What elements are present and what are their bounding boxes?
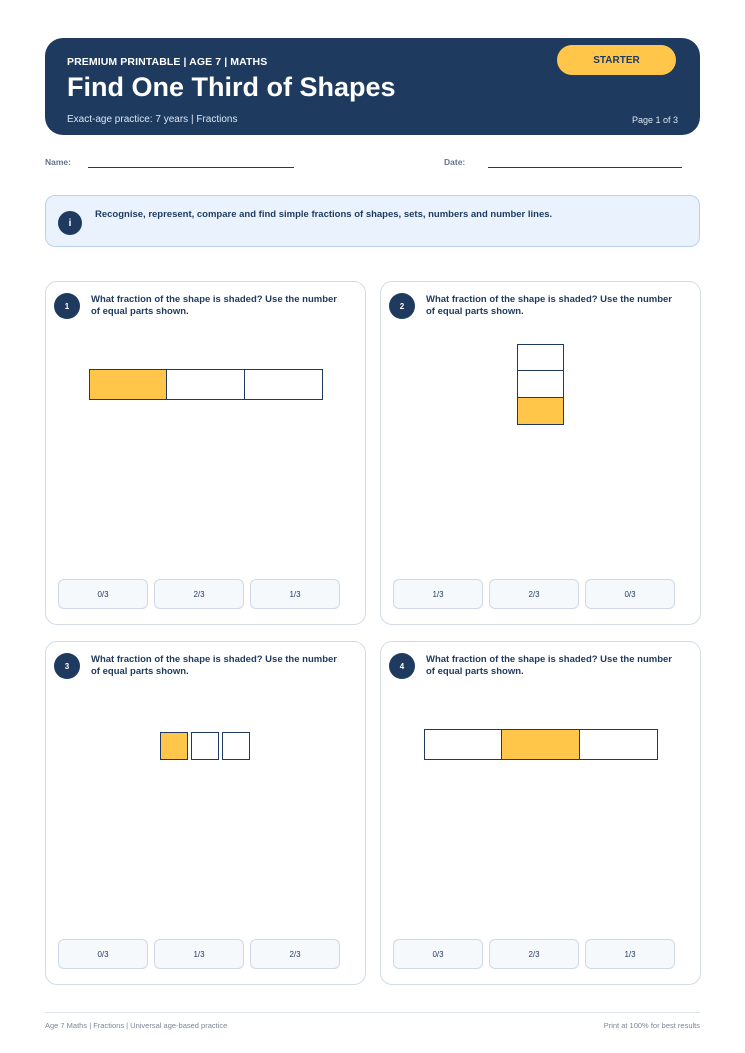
answer-option[interactable]: 2/3 bbox=[250, 939, 340, 969]
answer-option[interactable]: 1/3 bbox=[393, 579, 483, 609]
answer-option[interactable]: 0/3 bbox=[58, 579, 148, 609]
date-label: Date: bbox=[444, 157, 466, 167]
footer-right-text: Print at 100% for best results bbox=[603, 1021, 700, 1030]
question-text: What fraction of the shape is shaded? Use the number of equal parts shown. bbox=[426, 654, 672, 677]
shape-part bbox=[191, 732, 219, 760]
shape-part bbox=[502, 729, 580, 760]
answer-option[interactable]: 1/3 bbox=[250, 579, 340, 609]
question-number: 2 bbox=[389, 293, 415, 319]
name-line[interactable] bbox=[88, 167, 294, 168]
answer-option[interactable]: 1/3 bbox=[585, 939, 675, 969]
answer-option[interactable]: 0/3 bbox=[585, 579, 675, 609]
shape-part bbox=[167, 369, 245, 400]
shape-part bbox=[517, 344, 564, 371]
question-card-2 bbox=[380, 281, 701, 625]
header-kicker: PREMIUM PRINTABLE | AGE 7 | MATHS bbox=[67, 56, 268, 68]
shape-part bbox=[89, 369, 167, 400]
footer-left-text: Age 7 Maths | Fractions | Universal age-based practice bbox=[45, 1021, 228, 1030]
fraction-bar-shape bbox=[89, 369, 323, 400]
fraction-column-shape bbox=[517, 344, 564, 425]
question-card-1 bbox=[45, 281, 366, 625]
answer-options bbox=[58, 939, 340, 969]
info-box bbox=[45, 195, 700, 247]
answer-options bbox=[393, 579, 675, 609]
name-label: Name: bbox=[45, 157, 71, 167]
fraction-squares-shape bbox=[160, 732, 250, 760]
question-number: 3 bbox=[54, 653, 80, 679]
shape-part bbox=[517, 371, 564, 398]
header-subtitle: Exact-age practice: 7 years | Fractions bbox=[67, 114, 238, 125]
fraction-bar-shape bbox=[424, 729, 658, 760]
level-badge: STARTER bbox=[557, 45, 676, 75]
question-text: What fraction of the shape is shaded? Use the number of equal parts shown. bbox=[91, 294, 337, 317]
date-line[interactable] bbox=[488, 167, 682, 168]
info-icon: i bbox=[58, 211, 82, 235]
shape-part bbox=[424, 729, 502, 760]
shape-part bbox=[222, 732, 250, 760]
question-text: What fraction of the shape is shaded? Use the number of equal parts shown. bbox=[91, 654, 337, 677]
answer-option[interactable]: 0/3 bbox=[58, 939, 148, 969]
answer-options bbox=[58, 579, 340, 609]
answer-options bbox=[393, 939, 675, 969]
question-number: 4 bbox=[389, 653, 415, 679]
answer-option[interactable]: 2/3 bbox=[489, 939, 579, 969]
shape-part bbox=[517, 398, 564, 425]
answer-option[interactable]: 2/3 bbox=[154, 579, 244, 609]
worksheet-header bbox=[45, 38, 700, 135]
shape-part bbox=[160, 732, 188, 760]
question-text: What fraction of the shape is shaded? Use the number of equal parts shown. bbox=[426, 294, 672, 317]
info-text: Recognise, represent, compare and find simple fractions of shapes, sets, numbers and number lines. bbox=[95, 209, 553, 220]
page-title: Find One Third of Shapes bbox=[67, 72, 396, 102]
footer-divider bbox=[45, 1012, 700, 1013]
shape-part bbox=[245, 369, 323, 400]
answer-option[interactable]: 0/3 bbox=[393, 939, 483, 969]
shape-part bbox=[580, 729, 658, 760]
answer-option[interactable]: 2/3 bbox=[489, 579, 579, 609]
question-number: 1 bbox=[54, 293, 80, 319]
question-card-4 bbox=[380, 641, 701, 985]
page-indicator: Page 1 of 3 bbox=[631, 115, 678, 125]
question-card-3 bbox=[45, 641, 366, 985]
answer-option[interactable]: 1/3 bbox=[154, 939, 244, 969]
